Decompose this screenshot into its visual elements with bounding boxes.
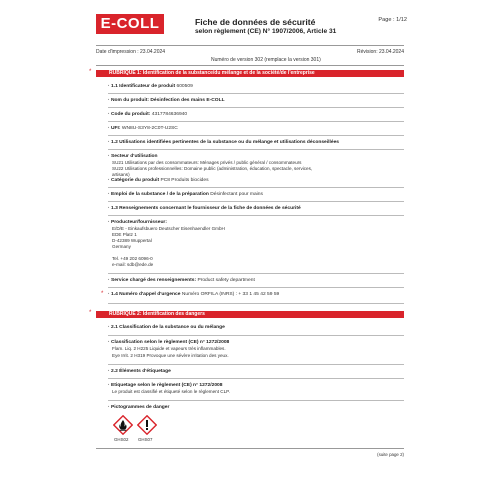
row-divider [108, 400, 404, 401]
revision-date: Révision: 23.04.2024 [357, 49, 404, 55]
ghs02-flame-icon [113, 415, 133, 435]
ghs07-exclamation-icon [137, 415, 157, 435]
product-code-value: 4317784636940 [151, 112, 188, 117]
print-date: Date d'impression : 23.04.2024 [96, 49, 166, 55]
row-divider [108, 149, 404, 150]
section-2-title: RUBRIQUE 2: Identification des dangers [109, 311, 205, 317]
sector-label: · Secteur d'utilisation [108, 154, 158, 159]
product-name-value: Désinfection des mains E-COLL [150, 98, 225, 103]
ecoll-logo: E-COLL [96, 14, 164, 34]
version-number: Numéro de version 302 (remplace la version 301) [211, 57, 321, 63]
section-1-title: RUBRIQUE 1: Identification de la substance/du mélange et de la société/de l'entreprise [109, 70, 315, 76]
clp-classification-label: · Classification selon le règlement (CE) n° 1272/2008 [108, 340, 230, 345]
label-elements-row [108, 369, 171, 375]
asterisk-marker: * [101, 291, 104, 297]
producer-email: e-mail: sdb@ede.de [112, 262, 154, 267]
producer-company: E/D/E - Einkaufsbuero Deutscher Eisenhaendler GmbH [112, 226, 225, 231]
product-identifier-label: · 1.1 Identificateur de produit [108, 84, 176, 89]
product-code-row [108, 112, 187, 118]
use-row [108, 192, 263, 198]
row-divider [108, 303, 404, 304]
emergency-label: · 1.4 Numéro d'appel d'urgence [108, 292, 181, 297]
product-code-label: · Code du produit: [108, 112, 151, 117]
ufi-row [108, 126, 178, 132]
page-number: Page : 1/12 [378, 17, 407, 23]
use-label: · Emploi de la substance / de la préparation [108, 192, 209, 197]
asterisk-marker: * [89, 310, 92, 316]
row-divider [108, 93, 404, 94]
identified-uses-label: · 1.2 Utilisations identifiées pertinentes de la substance ou du mélange et utilisations déconseillées [108, 140, 340, 145]
category-row [108, 178, 209, 184]
emergency-row [108, 292, 279, 298]
h225-statement: Flam. Liq. 2 H225 Liquide et vapeurs très inflammables. [112, 346, 226, 351]
producer-city: D-42389 Wuppertal [112, 238, 152, 243]
identified-uses-row [108, 140, 339, 146]
asterisk-marker: * [89, 69, 92, 75]
supplier-row [108, 206, 301, 212]
emergency-value: Numéro ORFILA (INRS) : + 33 1 45 42 59 59 [181, 292, 280, 297]
service-label: · Service chargé des renseignements: [108, 278, 197, 283]
producer-street: EDE Platz 1 [112, 232, 137, 237]
product-name-label: · Nom du produit: [108, 98, 150, 103]
h319-statement: Eye Irrit. 2 H319 Provoque une sévère irritation des yeux. [112, 353, 229, 358]
row-divider [108, 215, 404, 216]
ghs07-label: GHS07 [138, 437, 153, 442]
category-value: PC8 Produits biocides [160, 178, 209, 183]
label-elements-label: · 2.2 Éléments d'étiquetage [108, 369, 171, 374]
su22-text-cont: artisans) [112, 172, 130, 177]
classification-label: · 2.1 Classification de la substance ou du mélange [108, 325, 225, 330]
row-divider [108, 187, 404, 188]
ufi-label: · UFI: [108, 126, 121, 131]
row-divider [108, 287, 404, 288]
supplier-label: · 1.3 Renseignements concernant le fournisseur de la fiche de données de sécurité [108, 206, 301, 211]
document-title: Fiche de données de sécurité [195, 17, 316, 27]
continued-note: (suite page 2) [377, 452, 404, 457]
product-identifier-row [108, 84, 193, 90]
row-divider [108, 135, 404, 136]
su22-text: SU22 Utilisations professionnelles: Domaine public (administration, éducation, spectacle, services, [112, 166, 313, 171]
producer-label: · Producteur/fournisseur: [108, 220, 167, 225]
row-divider [108, 335, 404, 336]
pictograms-label: · Pictogrammes de danger [108, 405, 170, 410]
ufi-value: WN8U-S3Y8-2C0T-U2SC [121, 126, 178, 131]
row-divider [108, 107, 404, 108]
use-value: Désinfectant pour mains [210, 192, 263, 197]
category-label: · Catégorie du produit [108, 178, 160, 183]
meta-divider [96, 65, 404, 66]
ghs02-label: GHS02 [114, 437, 129, 442]
row-divider [108, 378, 404, 379]
labelling-label: · Etiquetage selon le règlement (CE) n° 1272/2008 [108, 383, 223, 388]
section-2-header [96, 311, 404, 318]
pictograms-row [108, 405, 169, 411]
document-subtitle: selon règlement (CE) N° 1907/2006, Article 31 [195, 28, 337, 35]
labelling-text: Le produit est classifié et étiqueté selon le règlement CLP. [112, 389, 230, 394]
footer-divider [96, 448, 404, 449]
service-value: Product safety department [197, 278, 255, 283]
section-1-header [96, 70, 404, 77]
product-identifier-value: 600509 [176, 84, 193, 89]
row-divider [108, 364, 404, 365]
row-divider [108, 121, 404, 122]
producer-country: Germany [112, 244, 131, 249]
classification-row [108, 325, 225, 331]
row-divider [108, 273, 404, 274]
service-row [108, 278, 255, 284]
producer-phone: Tel. +49 202 6096-0 [112, 256, 153, 261]
row-divider [108, 201, 404, 202]
header-divider [96, 45, 404, 46]
su21-text: SU21 Utilisations par des consommateurs: Ménages privés / public général / consommateurs [112, 160, 302, 165]
product-name-row [108, 98, 225, 104]
